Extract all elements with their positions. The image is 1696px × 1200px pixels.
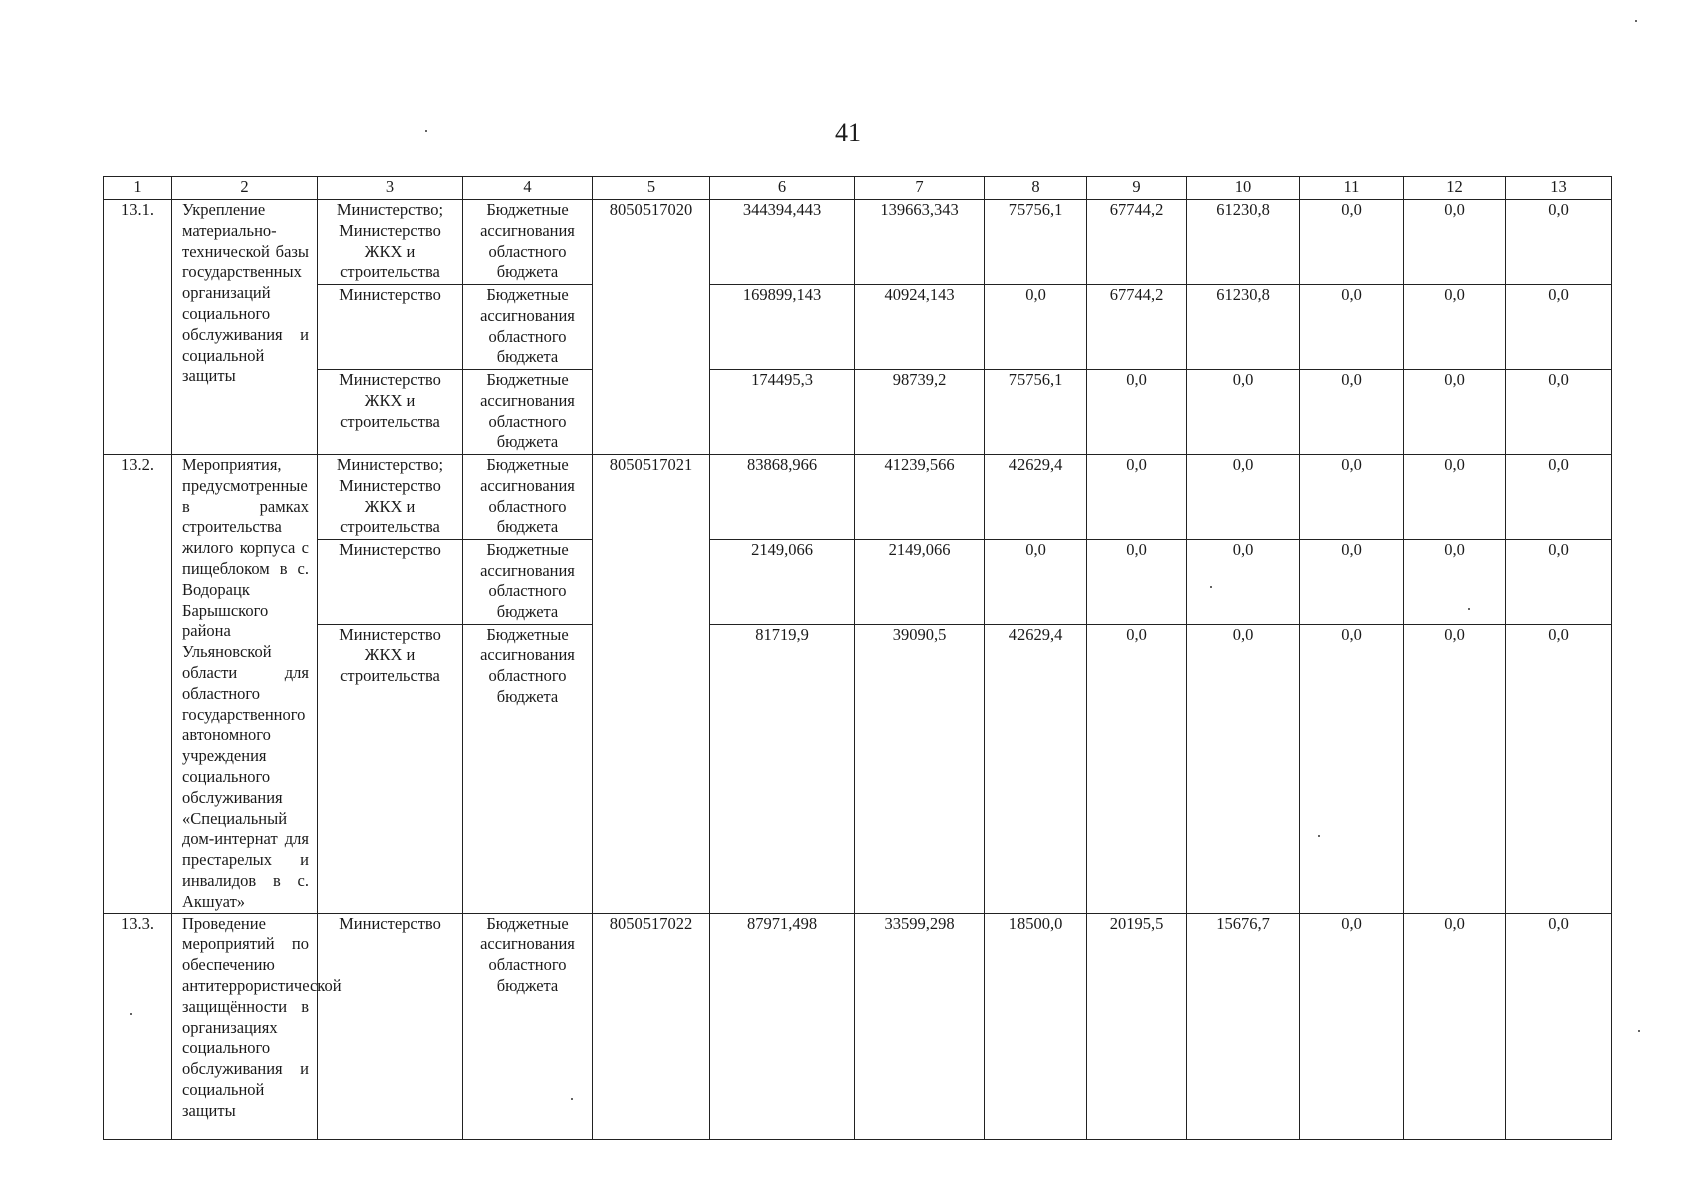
row-number: 13.2. (104, 455, 172, 914)
row-number: 13.1. (104, 200, 172, 455)
value-cell: 0,0 (1087, 370, 1187, 455)
table-row (104, 624, 1612, 913)
page-number: 41 (835, 118, 861, 147)
col-header: 8 (985, 177, 1087, 200)
col-header: 1 (104, 177, 172, 200)
value-cell: 0,0 (1506, 285, 1612, 370)
source-cell: Бюджетные ассигнования областного бюджета (463, 455, 593, 540)
row-number: 13.3. (104, 913, 172, 1139)
col-header: 6 (710, 177, 855, 200)
value-cell: 15676,7 (1187, 913, 1300, 1139)
value-cell: 0,0 (985, 285, 1087, 370)
scan-speck (1638, 1030, 1640, 1032)
col-header: 3 (318, 177, 463, 200)
value-cell: 0,0 (1506, 539, 1612, 624)
table-row (104, 200, 1612, 285)
value-cell: 41239,566 (855, 455, 985, 540)
budget-code: 8050517022 (593, 913, 710, 1139)
value-cell: 0,0 (1404, 624, 1506, 913)
table-row (104, 913, 1612, 1139)
value-cell: 83868,966 (710, 455, 855, 540)
value-cell: 98739,2 (855, 370, 985, 455)
value-cell: 67744,2 (1087, 200, 1187, 285)
executor-cell: Министерство ЖКХ и строительства (318, 370, 463, 455)
value-cell: 139663,343 (855, 200, 985, 285)
value-cell: 0,0 (1300, 370, 1404, 455)
value-cell: 0,0 (1404, 539, 1506, 624)
executor-cell: Министерство; Министерство ЖКХ и строительства (318, 200, 463, 285)
table-row (104, 539, 1612, 624)
col-header: 4 (463, 177, 593, 200)
value-cell: 0,0 (1506, 370, 1612, 455)
value-cell: 0,0 (1300, 624, 1404, 913)
budget-code: 8050517021 (593, 455, 710, 914)
value-cell: 75756,1 (985, 200, 1087, 285)
value-cell: 0,0 (1506, 455, 1612, 540)
executor-cell: Министерство (318, 913, 463, 1139)
source-cell: Бюджетные ассигнования областного бюджета (463, 913, 593, 1139)
value-cell: 0,0 (1300, 913, 1404, 1139)
executor-cell: Министерство; Министерство ЖКХ и строительства (318, 455, 463, 540)
value-cell: 40924,143 (855, 285, 985, 370)
budget-code: 8050517020 (593, 200, 710, 455)
value-cell: 61230,8 (1187, 285, 1300, 370)
value-cell: 20195,5 (1087, 913, 1187, 1139)
table-row (104, 285, 1612, 370)
header-row (104, 177, 1612, 200)
value-cell: 0,0 (1404, 285, 1506, 370)
value-cell: 39090,5 (855, 624, 985, 913)
value-cell: 0,0 (1187, 455, 1300, 540)
value-cell: 2149,066 (710, 539, 855, 624)
table-row (104, 455, 1612, 540)
measure-name: Мероприятия, предусмотренные в рамках строительства жилого корпуса с пищеблоком в с. Водорацк Барышского района Ульяновской области для областного государственного автономного учреждения социального обслуживания «Специальный дом-интернат для престарелых и инвалидов в с. Акшуат» (172, 455, 318, 914)
source-cell: Бюджетные ассигнования областного бюджета (463, 624, 593, 913)
measure-name: Проведение мероприятий по обеспечению антитеррористической защищённости в организациях социального обслуживания и социальной защиты (172, 913, 318, 1139)
value-cell: 33599,298 (855, 913, 985, 1139)
col-header: 12 (1404, 177, 1506, 200)
table-row (104, 370, 1612, 455)
scan-speck (1210, 586, 1212, 588)
value-cell: 0,0 (1187, 624, 1300, 913)
value-cell: 0,0 (1087, 455, 1187, 540)
scan-speck (571, 1098, 573, 1100)
value-cell: 0,0 (1300, 285, 1404, 370)
value-cell: 0,0 (1506, 200, 1612, 285)
source-cell: Бюджетные ассигнования областного бюджета (463, 200, 593, 285)
value-cell: 0,0 (1506, 913, 1612, 1139)
value-cell: 42629,4 (985, 624, 1087, 913)
value-cell: 174495,3 (710, 370, 855, 455)
value-cell: 0,0 (1404, 370, 1506, 455)
scan-speck (1635, 20, 1637, 22)
col-header: 5 (593, 177, 710, 200)
col-header: 9 (1087, 177, 1187, 200)
col-header: 13 (1506, 177, 1612, 200)
value-cell: 169899,143 (710, 285, 855, 370)
executor-cell: Министерство (318, 285, 463, 370)
value-cell: 0,0 (1087, 624, 1187, 913)
executor-cell: Министерство ЖКХ и строительства (318, 624, 463, 913)
source-cell: Бюджетные ассигнования областного бюджета (463, 285, 593, 370)
col-header: 2 (172, 177, 318, 200)
scan-speck (130, 1013, 132, 1015)
col-header: 10 (1187, 177, 1300, 200)
value-cell: 0,0 (1087, 539, 1187, 624)
value-cell: 2149,066 (855, 539, 985, 624)
source-cell: Бюджетные ассигнования областного бюджета (463, 539, 593, 624)
value-cell: 81719,9 (710, 624, 855, 913)
executor-cell: Министерство (318, 539, 463, 624)
value-cell: 0,0 (985, 539, 1087, 624)
value-cell: 344394,443 (710, 200, 855, 285)
value-cell: 0,0 (1187, 370, 1300, 455)
value-cell: 0,0 (1300, 539, 1404, 624)
value-cell: 0,0 (1506, 624, 1612, 913)
value-cell: 0,0 (1300, 200, 1404, 285)
measure-name: Укрепление материально-технической базы государственных организаций социального обслуживания и социальной защиты (172, 200, 318, 455)
value-cell: 67744,2 (1087, 285, 1187, 370)
source-cell: Бюджетные ассигнования областного бюджета (463, 370, 593, 455)
scan-speck (425, 130, 427, 132)
scan-speck (1318, 835, 1320, 837)
budget-table (103, 176, 1612, 1140)
value-cell: 0,0 (1404, 913, 1506, 1139)
value-cell: 18500,0 (985, 913, 1087, 1139)
value-cell: 0,0 (1187, 539, 1300, 624)
value-cell: 42629,4 (985, 455, 1087, 540)
scan-speck (1468, 608, 1470, 610)
col-header: 7 (855, 177, 985, 200)
value-cell: 75756,1 (985, 370, 1087, 455)
col-header: 11 (1300, 177, 1404, 200)
value-cell: 0,0 (1404, 200, 1506, 285)
value-cell: 87971,498 (710, 913, 855, 1139)
value-cell: 0,0 (1404, 455, 1506, 540)
value-cell: 0,0 (1300, 455, 1404, 540)
value-cell: 61230,8 (1187, 200, 1300, 285)
